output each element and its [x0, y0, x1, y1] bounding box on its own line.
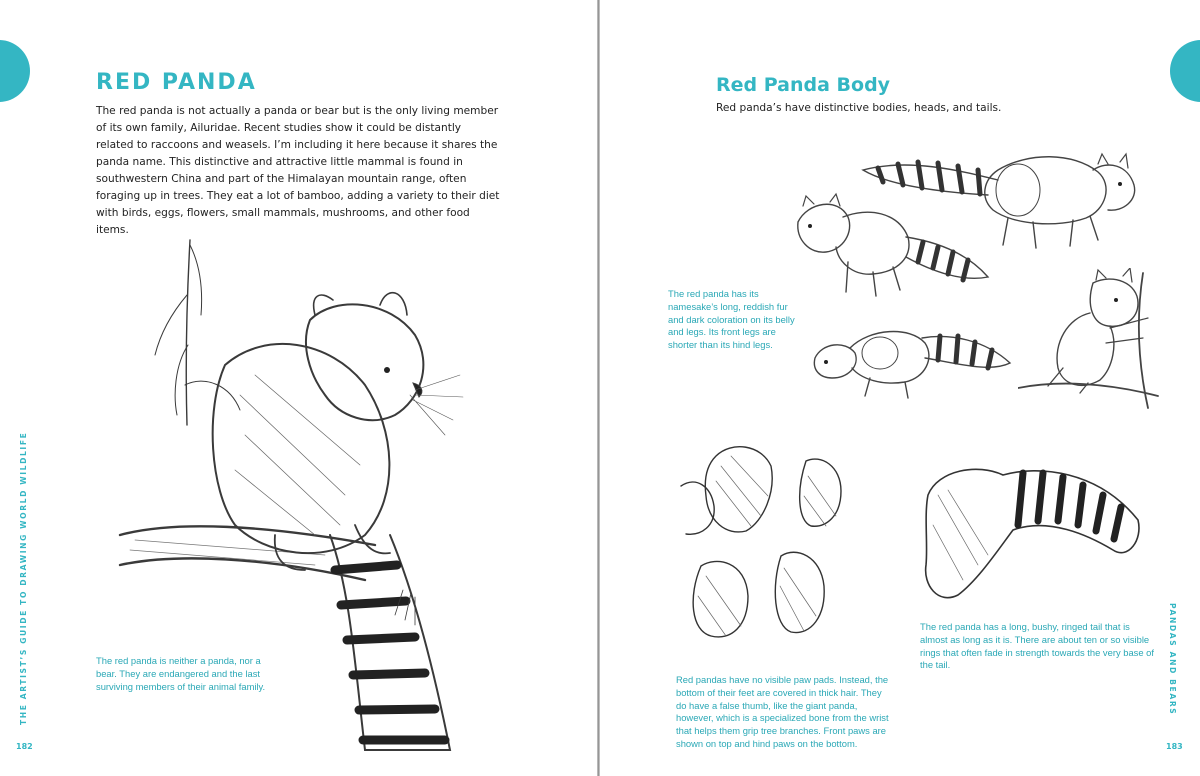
right-page-intro: Red panda’s have distinctive bodies, heads, and tails. [716, 102, 1002, 114]
left-page-body: The red panda is not actually a panda or bear but is the only living member of its own family, Ailuridae. Recent studies show it could be distantly related to raccoons and weasels. I’m including it here because it shares the panda name. This distinctive and attractive little mammal is found in southwestern China and part of the Himalayan mountain range, often foraging up in trees. They eat a lot of bamboo, adding a variety to their diet with birds, eggs, flowers, small mammals, mushrooms, and other food items. [96, 105, 500, 236]
crouching-red-panda-sketch [810, 318, 1015, 400]
right-running-head: PANDAS AND BEARS [1168, 603, 1177, 716]
left-page-title: RED PANDA [96, 70, 257, 95]
walking-red-panda-sketch [788, 192, 993, 302]
tail-study-sketch [918, 455, 1148, 610]
right-page-title: Red Panda Body [716, 74, 891, 96]
left-thumb-tab [0, 40, 30, 102]
paws-caption: Red pandas have no visible paw pads. Instead, the bottom of their feet are covered in thick hair. They do have a false thumb, like the giant panda, however, which is a specialized bone from the wrist that helps them grip tree branches. Front paws are shown on top and hind paws on the bottom. [676, 674, 889, 749]
book-gutter [597, 0, 600, 776]
right-thumb-tab [1170, 40, 1200, 102]
left-running-head: THE ARTIST’S GUIDE TO DRAWING WORLD WILDLIFE [19, 431, 28, 725]
tail-caption: The red panda has a long, bushy, ringed tail that is almost as long as it is. There are about ten or so visible rings that often fade in strength towards the very base of the tail. [920, 621, 1154, 671]
left-page-number: 182 [16, 742, 33, 751]
fur-caption: The red panda has its namesake’s long, reddish fur and dark coloration on its belly and legs. Its front legs are shorter than its hind legs. [668, 288, 795, 351]
climbing-red-panda-sketch [1018, 268, 1168, 413]
right-page-number: 183 [1166, 742, 1183, 751]
paw-studies-sketch [676, 436, 876, 646]
left-page-caption: The red panda is neither a panda, nor a bear. They are endangered and the last surviving members of their animal family. [96, 655, 266, 692]
